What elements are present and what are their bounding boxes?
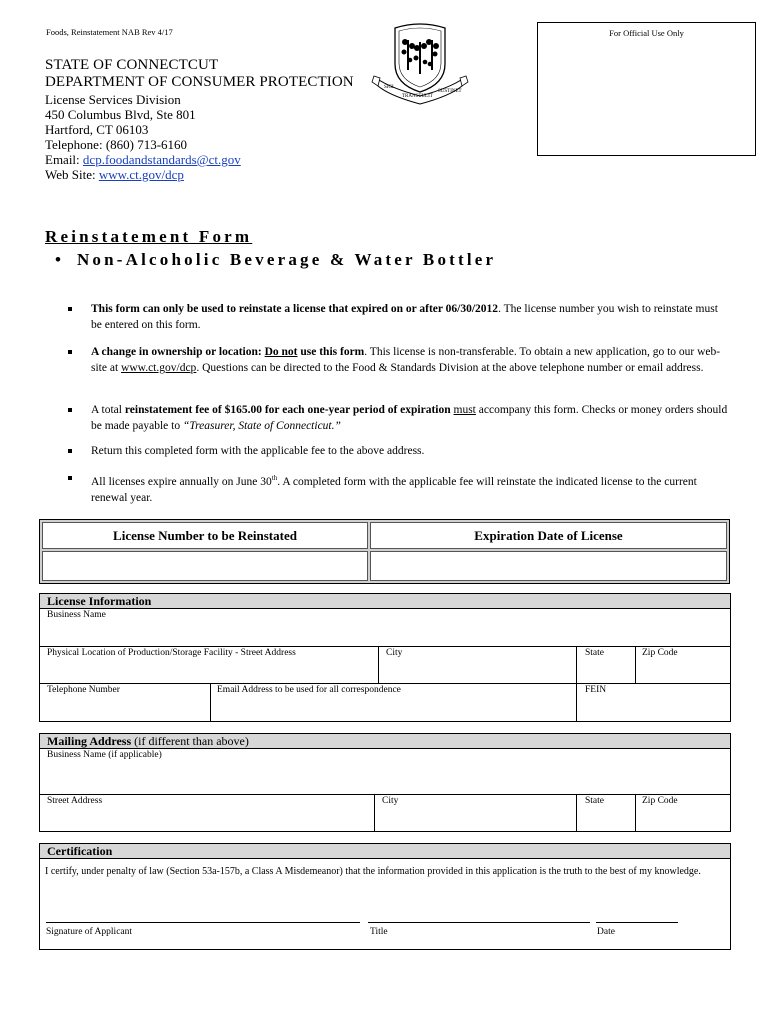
instruction-3: A total reinstatement fee of $165.00 for each one-year period of expiration must accompany this form. Checks or money orders should be made payable to “Treasurer, State of Connecticut.” xyxy=(68,402,728,434)
square-bullet-icon xyxy=(68,476,72,480)
instruction-5: All licenses expire annually on June 30th. A completed form with the applicable fee will reinstate the indicated license to the current renewal year. xyxy=(68,470,728,506)
form-subtitle xyxy=(55,250,496,270)
square-bullet-icon xyxy=(68,307,72,311)
email-line xyxy=(45,152,241,167)
fein-label: FEIN xyxy=(585,685,607,695)
business-name-label: Business Name xyxy=(47,610,106,620)
license-information-section xyxy=(39,593,731,722)
date-label: Date xyxy=(597,927,615,937)
title-label: Title xyxy=(370,927,388,937)
seal-banner-mid: TRANSTULIT xyxy=(402,94,433,99)
mailing-state-label: State xyxy=(585,796,604,806)
address-line-2: Hartford, CT 06103 xyxy=(45,122,149,137)
certification-statement: I certify, under penalty of law (Section 53a-157b, a Class A Misdemeanor) that the information provided in this application is the truth to the best of my knowledge. xyxy=(45,866,701,877)
mailing-address-section xyxy=(39,733,731,832)
state-name: STATE OF CONNECTCUT xyxy=(45,57,219,73)
title-line[interactable] xyxy=(368,922,590,923)
instruction-4: Return this completed form with the applicable fee to the above address. xyxy=(68,443,728,459)
telephone-line: Telephone: (860) 713-6160 xyxy=(45,137,188,152)
form-title: Reinstatement Form xyxy=(45,227,253,246)
signature-label: Signature of Applicant xyxy=(46,927,133,937)
subtitle-text: Non-Alcoholic Beverage & Water Bottler xyxy=(76,250,497,269)
license-table xyxy=(39,519,730,584)
expiration-date-header: Expiration Date of License xyxy=(370,522,727,549)
street-address-label: Street Address xyxy=(47,796,103,806)
instruction-2: A change in ownership or location: Do not use this form. This license is non-transferable. To obtain a new application, go to our web-site at www.ct.gov/dcp. Questions can be directed to the Food & Standards Division at the above telephone number or email address. xyxy=(68,344,728,376)
address-line-1: 450 Columbus Blvd, Ste 801 xyxy=(45,107,196,122)
official-use-label: For Official Use Only xyxy=(609,28,684,38)
website-link-inline[interactable]: www.ct.gov/dcp xyxy=(121,362,197,374)
certification-title: Certification xyxy=(40,844,730,859)
date-line[interactable] xyxy=(596,922,678,923)
website-label: Web Site: xyxy=(45,167,99,182)
department-name: DEPARTMENT OF CONSUMER PROTECTION xyxy=(45,74,354,90)
square-bullet-icon xyxy=(68,449,72,453)
form-code: Foods, Reinstatement NAB Rev 4/17 xyxy=(46,27,173,37)
square-bullet-icon xyxy=(68,408,72,412)
email-address-label: Email Address to be used for all correspondence xyxy=(217,685,401,695)
city-label: City xyxy=(386,648,403,658)
mailing-address-title: Mailing Address (if different than above) xyxy=(40,734,730,749)
website-line xyxy=(45,167,184,182)
email-link[interactable]: dcp.foodandstandards@ct.gov xyxy=(82,152,241,167)
license-information-title: License Information xyxy=(40,594,730,609)
license-number-field[interactable] xyxy=(42,551,368,581)
physical-location-label: Physical Location of Production/Storage Facility - Street Address xyxy=(47,648,296,658)
instruction-1: This form can only be used to reinstate a license that expired on or after 06/30/2012. The license number you wish to reinstate must be entered on this form. xyxy=(68,301,728,333)
mailing-business-name-label: Business Name (if applicable) xyxy=(47,750,162,760)
square-bullet-icon xyxy=(68,350,72,354)
seal-banner-left: SIGI xyxy=(384,85,394,90)
official-use-box xyxy=(537,22,756,156)
zip-code-label: Zip Code xyxy=(642,648,678,658)
state-label: State xyxy=(585,648,604,658)
certification-section xyxy=(39,843,731,950)
email-label: Email: xyxy=(45,152,83,167)
mailing-zip-code-label: Zip Code xyxy=(642,796,678,806)
signature-line[interactable] xyxy=(46,922,360,923)
license-number-header: License Number to be Reinstated xyxy=(42,522,368,549)
bullet-dot-icon: • xyxy=(55,250,61,269)
division-name: License Services Division xyxy=(45,92,181,107)
mailing-city-label: City xyxy=(382,796,399,806)
telephone-number-label: Telephone Number xyxy=(47,685,120,695)
expiration-date-field[interactable] xyxy=(370,551,727,581)
seal-banner-right: SUSTINET xyxy=(438,89,462,94)
connecticut-seal-icon xyxy=(370,22,470,106)
website-link[interactable]: www.ct.gov/dcp xyxy=(98,167,184,182)
